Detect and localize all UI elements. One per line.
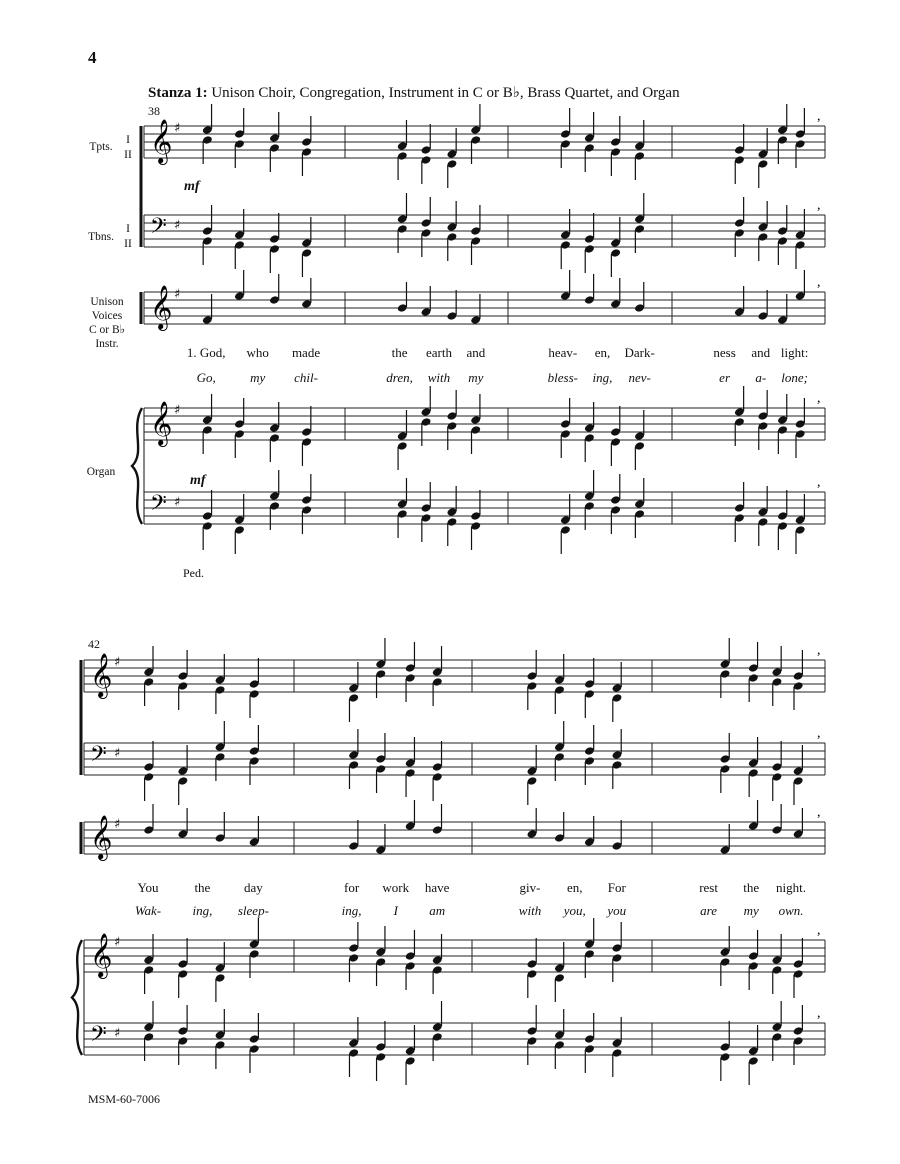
- treble-clef-icon: 𝄞: [150, 285, 173, 329]
- lyric-syllable-stanza-2: Go,: [196, 370, 216, 385]
- lyric-syllable-stanza-1: the: [743, 880, 760, 895]
- organ-brace: [72, 940, 82, 1055]
- lyric-syllable-stanza-1: en,: [567, 880, 583, 895]
- breath-mark-icon: ,: [817, 726, 821, 741]
- bass-clef-icon: 𝄢: [150, 214, 167, 244]
- lyric-syllable-stanza-2: my: [250, 370, 266, 385]
- lyric-syllable-stanza-2: dren,: [386, 370, 413, 385]
- lyric-syllable-stanza-1: light:: [780, 345, 809, 360]
- lyric-syllable-stanza-1: rest: [699, 880, 718, 895]
- voices-label-line: Instr.: [95, 338, 119, 350]
- lyric-syllable-stanza-1: the: [391, 345, 408, 360]
- treble-clef-icon: 𝄞: [150, 401, 173, 445]
- bass-clef-icon: 𝄢: [90, 742, 107, 772]
- lyric-syllable-stanza-1: 1. God,: [186, 345, 226, 360]
- lyric-syllable-stanza-1: night.: [776, 880, 807, 895]
- lyric-syllable-stanza-2: a-: [755, 370, 767, 385]
- breath-mark-icon: ,: [817, 275, 821, 290]
- lyric-syllable-stanza-2: bless-: [547, 370, 578, 385]
- lyric-syllable-stanza-1: earth: [425, 345, 452, 360]
- dynamic-mf-brass: mf: [184, 179, 200, 194]
- lyric-syllable-stanza-2: I: [393, 903, 398, 918]
- trumpet-part-i: I: [126, 134, 130, 146]
- lyric-syllable-stanza-2: er: [719, 370, 731, 385]
- trumpets-label: Tpts.: [89, 141, 113, 153]
- lyric-syllable-stanza-2: my: [468, 370, 484, 385]
- trumpet-part-ii: II: [124, 149, 132, 161]
- catalog-number: MSM-60-7006: [88, 1092, 161, 1106]
- lyric-syllable-stanza-1: and: [751, 345, 771, 360]
- breath-mark-icon: ,: [817, 391, 821, 406]
- key-sharp-icon: ♯: [174, 287, 181, 302]
- lyric-syllable-stanza-2: chil-: [294, 370, 318, 385]
- lyric-syllable-stanza-2: are: [700, 903, 718, 918]
- lyric-syllable-stanza-1: work: [382, 880, 410, 895]
- stanza-label: Stanza 1:: [148, 85, 208, 101]
- lyric-syllable-stanza-2: own.: [778, 903, 804, 918]
- lyric-syllable-stanza-2: with: [427, 370, 451, 385]
- key-sharp-icon: ♯: [174, 403, 181, 418]
- lyric-syllable-stanza-1: en,: [594, 345, 611, 360]
- lyric-syllable-stanza-2: you: [607, 903, 627, 918]
- key-sharp-icon: ♯: [114, 935, 121, 950]
- lyric-syllable-stanza-2: sleep-: [237, 903, 269, 918]
- lyric-syllable-stanza-2: lone;: [781, 370, 809, 385]
- voices-label-line: Unison: [90, 296, 124, 308]
- lyric-syllable-stanza-2: ing,: [341, 903, 362, 918]
- page-number: 4: [88, 48, 97, 67]
- key-sharp-icon: ♯: [114, 1026, 121, 1041]
- lyric-syllable-stanza-1: and: [466, 345, 486, 360]
- organ-label: Organ: [86, 466, 116, 478]
- key-sharp-icon: ♯: [114, 655, 121, 670]
- breath-mark-icon: ,: [817, 643, 821, 658]
- bass-clef-icon: 𝄢: [150, 491, 167, 521]
- dynamic-mf-organ: mf: [190, 473, 206, 488]
- pedal-marking: Ped.: [183, 566, 204, 580]
- bass-clef-icon: 𝄢: [90, 1022, 107, 1052]
- lyric-syllable-stanza-1: For: [607, 880, 626, 895]
- trombone-part-i: I: [126, 223, 130, 235]
- breath-mark-icon: ,: [817, 475, 821, 490]
- lyric-syllable-stanza-1: who: [246, 345, 269, 360]
- lyric-syllable-stanza-1: for: [344, 880, 360, 895]
- key-sharp-icon: ♯: [114, 746, 121, 761]
- measure-number-38: 38: [148, 104, 160, 118]
- lyric-syllable-stanza-1: the: [194, 880, 211, 895]
- key-sharp-icon: ♯: [174, 495, 181, 510]
- lyric-syllable-stanza-1: made: [291, 345, 321, 360]
- breath-mark-icon: ,: [817, 1006, 821, 1021]
- lyric-syllable-stanza-2: ing,: [592, 370, 613, 385]
- key-sharp-icon: ♯: [174, 121, 181, 136]
- organ-brace: [132, 408, 142, 524]
- lyric-syllable-stanza-1: You: [137, 880, 159, 895]
- lyric-syllable-stanza-2: my: [743, 903, 759, 918]
- lyric-syllable-stanza-1: Dark-: [624, 345, 655, 360]
- voices-label-line: C or B♭: [88, 324, 126, 336]
- lyric-syllable-stanza-1: have: [424, 880, 450, 895]
- lyric-syllable-stanza-2: nev-: [628, 370, 651, 385]
- breath-mark-icon: ,: [817, 805, 821, 820]
- voices-label-line: Voices: [91, 310, 123, 322]
- lyric-syllable-stanza-1: day: [244, 880, 263, 895]
- lyric-syllable-stanza-1: heav-: [548, 345, 578, 360]
- trombones-label: Tbns.: [88, 231, 114, 243]
- lyric-syllable-stanza-2: ing,: [192, 903, 213, 918]
- lyric-syllable-stanza-2: with: [518, 903, 542, 918]
- lyric-syllable-stanza-1: ness: [713, 345, 736, 360]
- trombone-part-ii: II: [124, 238, 132, 250]
- breath-mark-icon: ,: [817, 923, 821, 938]
- lyric-syllable-stanza-1: giv-: [519, 880, 541, 895]
- lyric-syllable-stanza-2: Wak-: [134, 903, 162, 918]
- breath-mark-icon: ,: [817, 109, 821, 124]
- key-sharp-icon: ♯: [114, 817, 121, 832]
- treble-clef-icon: 𝄞: [90, 815, 113, 859]
- treble-clef-icon: 𝄞: [90, 653, 113, 697]
- breath-mark-icon: ,: [817, 198, 821, 213]
- lyric-syllable-stanza-2: am: [429, 903, 446, 918]
- lyric-syllable-stanza-2: you,: [563, 903, 586, 918]
- key-sharp-icon: ♯: [174, 218, 181, 233]
- treble-clef-icon: 𝄞: [90, 933, 113, 977]
- measure-number-42: 42: [88, 637, 100, 651]
- treble-clef-icon: 𝄞: [150, 119, 173, 163]
- stanza-instrumentation: Unison Choir, Congregation, Instrument in C or B♭, Brass Quartet, and Organ: [207, 85, 680, 101]
